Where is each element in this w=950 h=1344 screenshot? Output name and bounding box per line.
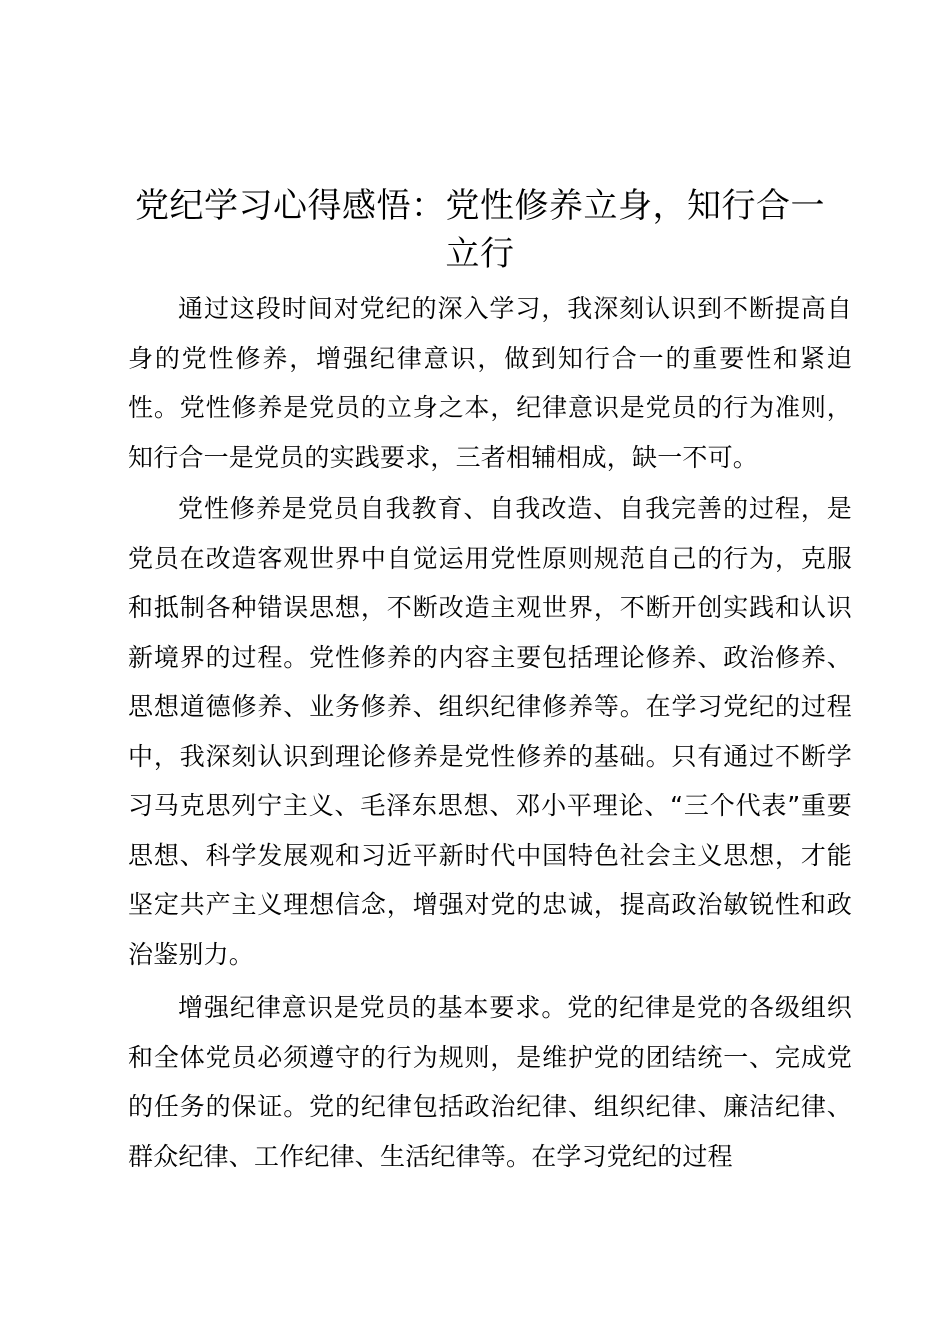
paragraph-1: 通过这段时间对党纪的深入学习，我深刻认识到不断提高自身的党性修养，增强纪律意识，做到知行合一的重要性和紧迫性。党性修养是党员的立身之本，纪律意识是党员的行为准则，知行合一是党员的实践要求，三者相辅相成，缺一不可。 <box>128 294 852 472</box>
document-title: 党纪学习心得感悟：党性修养立身，知行合一立行 <box>135 186 825 274</box>
paragraph-3: 增强纪律意识是党员的基本要求。党的纪律是党的各级组织和全体党员必须遵守的行为规则，是维护党的团结统一、完成党的任务的保证。党的纪律包括政治纪律、组织纪律、廉洁纪律、群众纪律、工作纪律、生活纪律等。在学习党纪的过程 <box>128 993 852 1171</box>
paragraph-2: 党性修养是党员自我教育、自我改造、自我完善的过程，是党员在改造客观世界中自觉运用党性原则规范自己的行为，克服和抵制各种错误思想，不断改造主观世界，不断开创实践和认识新境界的过程。党性修养的内容主要包括理论修养、政治修养、思想道德修养、业务修养、组织纪律修养等。在学习党纪的过程中，我深刻认识到理论修养是党性修养的基础。只有通过不断学习马克思列宁主义、毛泽东思想、邓小平理论、“三个代表”重要思想、科学发展观和习近平新时代中国特色社会主义思想，才能坚定共产主义理想信念，增强对党的忠诚，提高政治敏锐性和政治鉴别力。 <box>128 494 852 969</box>
document-body <box>128 284 852 1183</box>
